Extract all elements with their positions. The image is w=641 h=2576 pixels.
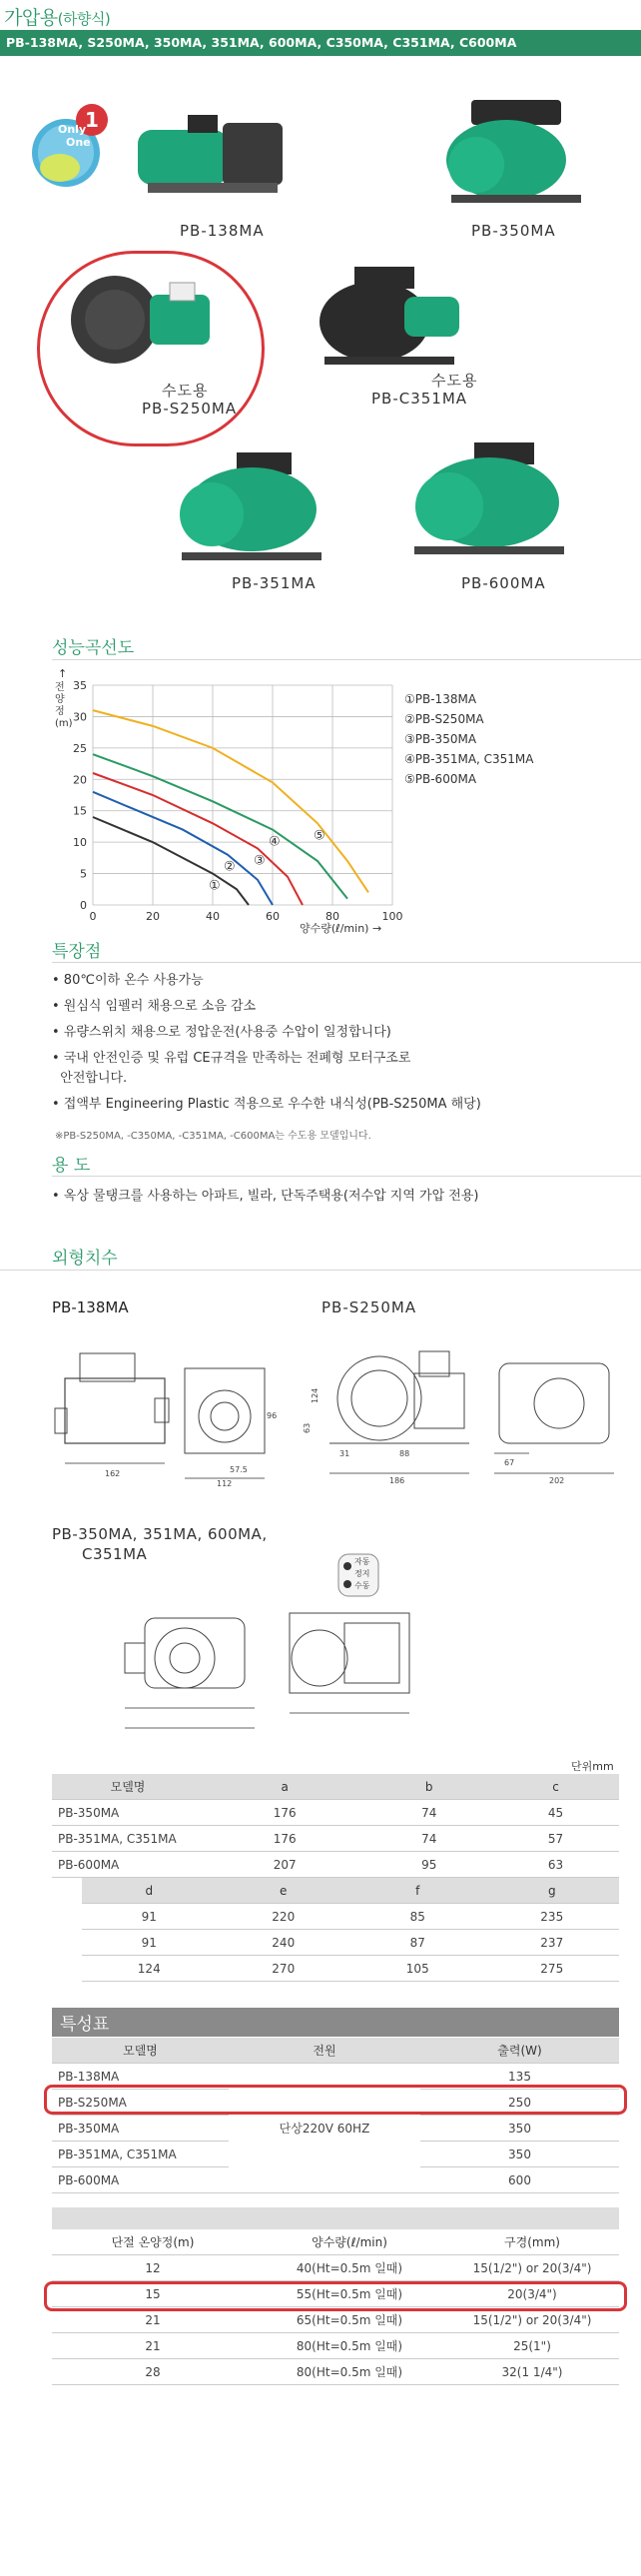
table-cell: 87 — [350, 1930, 485, 1956]
table-cell: 91 — [82, 1930, 217, 1956]
table-row — [52, 2359, 619, 2385]
table-cell: 57 — [492, 1826, 619, 1852]
product-image-pb-351ma — [162, 444, 331, 564]
series-marker-label: ② — [224, 859, 236, 875]
table-cell: PB-S250MA — [52, 2090, 229, 2116]
table-cell: 45 — [492, 1800, 619, 1826]
table-header: 양수량(ℓ/min) — [254, 2229, 445, 2255]
chart-ylabel: 전 양 정 (m) — [55, 682, 73, 729]
specs-table-2-band — [52, 2207, 619, 2229]
table-cell: 80(Ht=0.5m 일때) — [254, 2359, 445, 2385]
highlight-row-s250ma — [44, 2085, 627, 2115]
table-cell: PB-138MA — [52, 2064, 229, 2090]
legend-item: ①PB-138MA — [404, 692, 477, 706]
table-header: a — [204, 1774, 365, 1800]
y-tick-label: 15 — [73, 804, 87, 818]
table-cell: 350 — [420, 2142, 619, 2167]
table-cell: 237 — [485, 1930, 620, 1956]
divider — [52, 659, 641, 660]
table-cell: 270 — [217, 1956, 351, 1982]
table-cell: PB-600MA — [52, 2167, 229, 2193]
dim-drawing-pb-138ma — [55, 1338, 280, 1488]
svg-text:31: 31 — [339, 1449, 350, 1458]
feature-item: • 국내 안전인증 및 유럽 CE규격을 만족하는 전폐형 모터구조로 — [52, 1051, 411, 1066]
product-image-pb-600ma — [394, 434, 569, 559]
dim-label-pb-350ma-group — [52, 1524, 268, 1564]
specs-title: 특성표 — [52, 2008, 619, 2037]
features-list — [52, 971, 641, 1115]
switch-labels: 자동 정지 수동 — [354, 1557, 370, 1590]
x-tick-label: 40 — [206, 910, 220, 923]
dimensions-table-2 — [82, 1878, 619, 1982]
product-label-pb-s250ma-type: 수도용 — [162, 382, 209, 400]
table-header: 전원 — [229, 2038, 420, 2064]
table-header: g — [485, 1878, 620, 1904]
table-row — [82, 1904, 619, 1930]
dimensions-table-1 — [52, 1774, 619, 1878]
legend-item: ④PB-351MA, C351MA — [404, 752, 534, 766]
series-marker-label: ⑤ — [314, 828, 325, 844]
table-cell: PB-350MA — [52, 2116, 229, 2142]
table-cell: 15(1/2") or 20(3/4") — [445, 2307, 619, 2333]
product-image-pb-350ma — [431, 90, 601, 210]
table-header-row — [52, 2229, 619, 2255]
svg-text:96: 96 — [267, 1411, 278, 1420]
table-cell: 15 — [52, 2281, 254, 2307]
y-tick-label: 5 — [80, 867, 87, 881]
table-cell: 21 — [52, 2307, 254, 2333]
table-row — [52, 1800, 619, 1826]
model-bar — [0, 30, 641, 56]
svg-text:162: 162 — [105, 1469, 121, 1478]
table-cell: 350 — [420, 2116, 619, 2142]
specs-table-1 — [52, 2038, 619, 2193]
table-cell: 20(3/4") — [445, 2281, 619, 2307]
table-cell: 80(Ht=0.5m 일때) — [254, 2333, 445, 2359]
product-label-pb-c351ma: PB-C351MA — [371, 390, 468, 408]
table-cell: 85 — [350, 1904, 485, 1930]
table-cell: 40(Ht=0.5m 일때) — [254, 2255, 445, 2281]
x-tick-label: 100 — [381, 910, 403, 923]
chart-legend — [404, 689, 534, 789]
svg-text:1: 1 — [85, 108, 99, 132]
product-label-pb-350ma: PB-350MA — [471, 222, 556, 240]
product-image-pb-c351ma — [305, 262, 474, 372]
feature-item: • 유량스위치 채용으로 정압운전(사용중 수압이 일정합니다) — [52, 1025, 391, 1040]
table-cell: 25(1") — [445, 2333, 619, 2359]
product-label-pb-s250ma: PB-S250MA — [142, 400, 238, 418]
table-cell: 65(Ht=0.5m 일때) — [254, 2307, 445, 2333]
feature-item: • 80℃이하 온수 사용가능 — [52, 973, 204, 988]
table-cell: 124 — [82, 1956, 217, 1982]
table-row — [82, 1930, 619, 1956]
series-marker-label: ① — [209, 878, 221, 894]
table-cell: 220 — [217, 1904, 351, 1930]
y-tick-label: 20 — [73, 773, 87, 787]
dimensions-title: 외형치수 — [52, 1249, 118, 1269]
x-tick-label: 20 — [146, 910, 160, 923]
svg-text:112: 112 — [217, 1479, 233, 1488]
divider — [52, 1176, 641, 1177]
table-cell: 105 — [350, 1956, 485, 1982]
series-marker-label: ③ — [254, 853, 266, 869]
table-header: d — [82, 1878, 217, 1904]
usage-title: 용 도 — [52, 1156, 91, 1176]
chart-xlabel: 양수량(ℓ/min) → — [300, 922, 382, 935]
chart-ylabel-arrow: ↑ — [58, 667, 68, 680]
table-cell: 74 — [365, 1800, 492, 1826]
performance-chart-svg — [45, 667, 404, 947]
table-cell: 135 — [420, 2064, 619, 2090]
table-cell: 12 — [52, 2255, 254, 2281]
product-label-pb-351ma: PB-351MA — [232, 574, 317, 592]
feature-item: • 접액부 Engineering Plastic 적용으로 우수한 내식성(PB-S250MA 해당) — [52, 1097, 481, 1112]
legend-item: ②PB-S250MA — [404, 712, 484, 726]
product-label-pb-600ma: PB-600MA — [461, 574, 546, 592]
table-cell: 32(1 1/4") — [445, 2359, 619, 2385]
legend-item: ⑤PB-600MA — [404, 772, 477, 786]
table-cell: 74 — [365, 1826, 492, 1852]
performance-title: 성능곡선도 — [52, 638, 135, 658]
model-list: PB-138MA, S250MA, 350MA, 351MA, 600MA, C350MA, C351MA, C600MA — [6, 35, 517, 50]
table-cell: 275 — [485, 1956, 620, 1982]
table-header: c — [492, 1774, 619, 1800]
table-cell: 176 — [204, 1800, 365, 1826]
svg-text:88: 88 — [399, 1449, 410, 1458]
legend-item: ③PB-350MA — [404, 732, 477, 746]
y-tick-label: 0 — [80, 899, 87, 912]
x-tick-label: 80 — [325, 910, 339, 923]
table-header-row — [82, 1878, 619, 1904]
product-image-pb-138ma — [128, 95, 298, 205]
unit-label: 단위mm — [571, 1760, 614, 1773]
divider — [0, 1270, 641, 1271]
product-image-pb-s250ma — [60, 265, 230, 375]
table-header: 모델명 — [52, 2038, 229, 2064]
svg-text:Only: Only — [58, 123, 87, 136]
table-cell: 207 — [204, 1852, 365, 1878]
feature-item: • 원심식 임펠러 채용으로 소음 감소 — [52, 999, 257, 1014]
features-note: ※PB-S250MA, -C350MA, -C351MA, -C600MA는 수도용 모델입니다. — [55, 1131, 371, 1142]
page-title: 가압용(하향식) — [4, 7, 111, 29]
table-cell: PB-351MA, C351MA — [52, 1826, 204, 1852]
dim-label-line: C351MA — [82, 1545, 148, 1563]
table-header: 출력(W) — [420, 2038, 619, 2064]
dim-drawing-pb-s250ma — [303, 1333, 629, 1485]
svg-text:202: 202 — [549, 1476, 565, 1485]
svg-text:67: 67 — [504, 1458, 515, 1467]
table-cell: 176 — [204, 1826, 365, 1852]
table-row — [52, 2333, 619, 2359]
svg-text:186: 186 — [389, 1476, 405, 1485]
svg-text:63: 63 — [303, 1422, 312, 1433]
table-cell: PB-350MA — [52, 1800, 204, 1826]
table-cell: 55(Ht=0.5m 일때) — [254, 2281, 445, 2307]
feature-item: 안전합니다. — [52, 1071, 128, 1086]
y-tick-label: 10 — [73, 836, 87, 850]
table-row — [52, 1826, 619, 1852]
table-cell: 21 — [52, 2333, 254, 2359]
x-tick-label: 0 — [89, 910, 97, 923]
product-label-pb-138ma: PB-138MA — [180, 222, 265, 240]
table-cell: 240 — [217, 1930, 351, 1956]
only-one-badge-icon — [28, 98, 118, 193]
y-tick-label: 25 — [73, 741, 87, 755]
table-cell: 600 — [420, 2167, 619, 2193]
table-header: e — [217, 1878, 351, 1904]
power-cell: 단상220V 60HZ — [229, 2064, 420, 2193]
table-header: 모델명 — [52, 1774, 204, 1800]
divider — [52, 962, 641, 963]
table-cell: 15(1/2") or 20(3/4") — [445, 2255, 619, 2281]
svg-text:57.5: 57.5 — [230, 1465, 248, 1474]
dim-label-line: PB-350MA, 351MA, 600MA, — [52, 1525, 268, 1543]
table-header: 단절 온양정(m) — [52, 2229, 254, 2255]
dim-drawing-pb-350ma — [115, 1588, 414, 1738]
table-cell: 235 — [485, 1904, 620, 1930]
table-cell: 91 — [82, 1904, 217, 1930]
table-header-row — [52, 1774, 619, 1800]
table-header: f — [350, 1878, 485, 1904]
product-label-pb-c351ma-type: 수도용 — [431, 372, 478, 390]
dim-label-pb-s250ma: PB-S250MA — [321, 1298, 417, 1316]
table-cell: 250 — [420, 2090, 619, 2116]
usage-text: • 옥상 물탱크를 사용하는 아파트, 빌라, 단독주택용(저수압 지역 가압 전용) — [52, 1189, 479, 1204]
y-tick-label: 30 — [73, 710, 87, 724]
table-cell: 28 — [52, 2359, 254, 2385]
table-row — [82, 1956, 619, 1982]
table-header: b — [365, 1774, 492, 1800]
series-marker-label: ④ — [269, 834, 281, 850]
table-cell: 95 — [365, 1852, 492, 1878]
y-tick-label: 35 — [73, 679, 87, 692]
table-cell: 63 — [492, 1852, 619, 1878]
svg-text:124: 124 — [311, 1387, 320, 1403]
highlight-row-15m — [44, 2281, 627, 2311]
dim-label-pb-138ma: PB-138MA — [52, 1298, 129, 1316]
table-header-row — [52, 2038, 619, 2064]
performance-chart — [45, 667, 404, 947]
table-cell: PB-351MA, C351MA — [52, 2142, 229, 2167]
table-header: 구경(mm) — [445, 2229, 619, 2255]
table-row — [52, 2255, 619, 2281]
table-cell: PB-600MA — [52, 1852, 204, 1878]
table-row — [52, 1852, 619, 1878]
x-tick-label: 60 — [266, 910, 280, 923]
features-title: 특장점 — [52, 942, 102, 962]
svg-text:One: One — [66, 136, 91, 149]
